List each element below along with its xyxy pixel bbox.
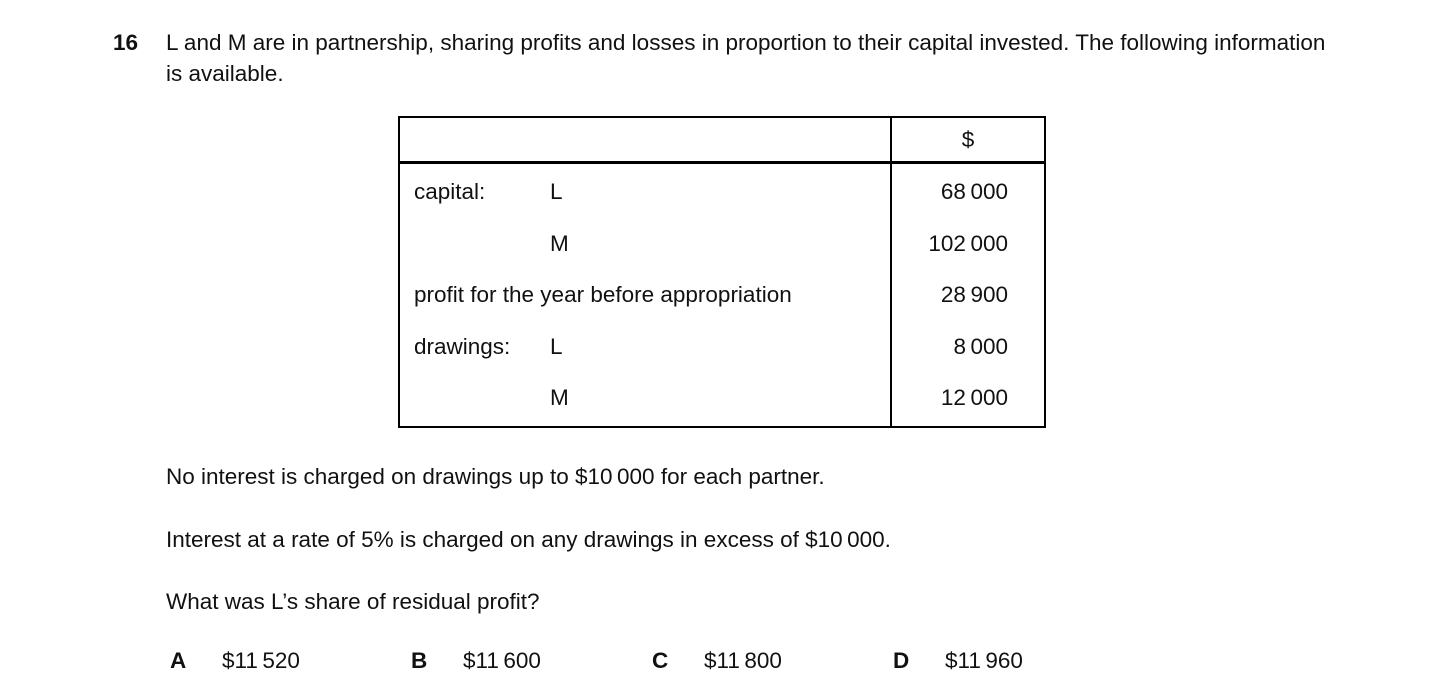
table-body-labels (400, 164, 890, 426)
row-value: 28 900 (940, 282, 1008, 308)
note-drawings-limit: No interest is charged on drawings up to $10 000 for each partner. (166, 463, 825, 489)
row-partner: L (550, 333, 563, 359)
table-row (400, 269, 890, 321)
note-interest-rate: Interest at a rate of 5% is charged on any drawings in excess of $10 000. (166, 526, 891, 552)
row-value: 8 000 (953, 333, 1008, 359)
option-value: $11 600 (463, 647, 541, 673)
option-value: $11 800 (704, 647, 782, 673)
table-header-currency-cell: $ (890, 118, 1044, 164)
question-number: 16 (113, 30, 139, 55)
row-label: drawings: (414, 333, 511, 359)
table-row (400, 166, 890, 218)
answer-option-b (411, 645, 652, 676)
question-content (166, 27, 1346, 676)
row-partner: L (550, 179, 563, 205)
option-value: $11 960 (945, 647, 1023, 673)
answer-options (170, 645, 1346, 676)
row-partner: M (550, 385, 569, 411)
question-prompt: What was L’s share of residual profit? (166, 588, 540, 614)
option-letter: B (411, 647, 428, 673)
row-value: 12 000 (940, 385, 1008, 411)
answer-option-d (893, 645, 1023, 676)
answer-option-c (652, 645, 893, 676)
table-row (400, 321, 890, 373)
row-value: 102 000 (928, 230, 1008, 256)
option-letter: C (652, 647, 669, 673)
option-value: $11 520 (222, 647, 300, 673)
table-header-blank-cell (400, 118, 890, 164)
row-value: 68 000 (940, 179, 1008, 205)
table-row (400, 372, 890, 424)
option-letter: A (170, 647, 187, 673)
option-letter: D (893, 647, 910, 673)
answer-option-a (170, 645, 411, 676)
info-table (398, 116, 1046, 428)
row-label: capital: (414, 179, 486, 205)
row-partner: M (550, 230, 569, 256)
table-row (400, 218, 890, 270)
table-body-values (890, 164, 1044, 426)
row-label: profit for the year before appropriation (414, 282, 792, 308)
question-intro: L and M are in partnership, sharing profits and losses in proportion to their capital invested. The following information is available. (166, 30, 1326, 86)
